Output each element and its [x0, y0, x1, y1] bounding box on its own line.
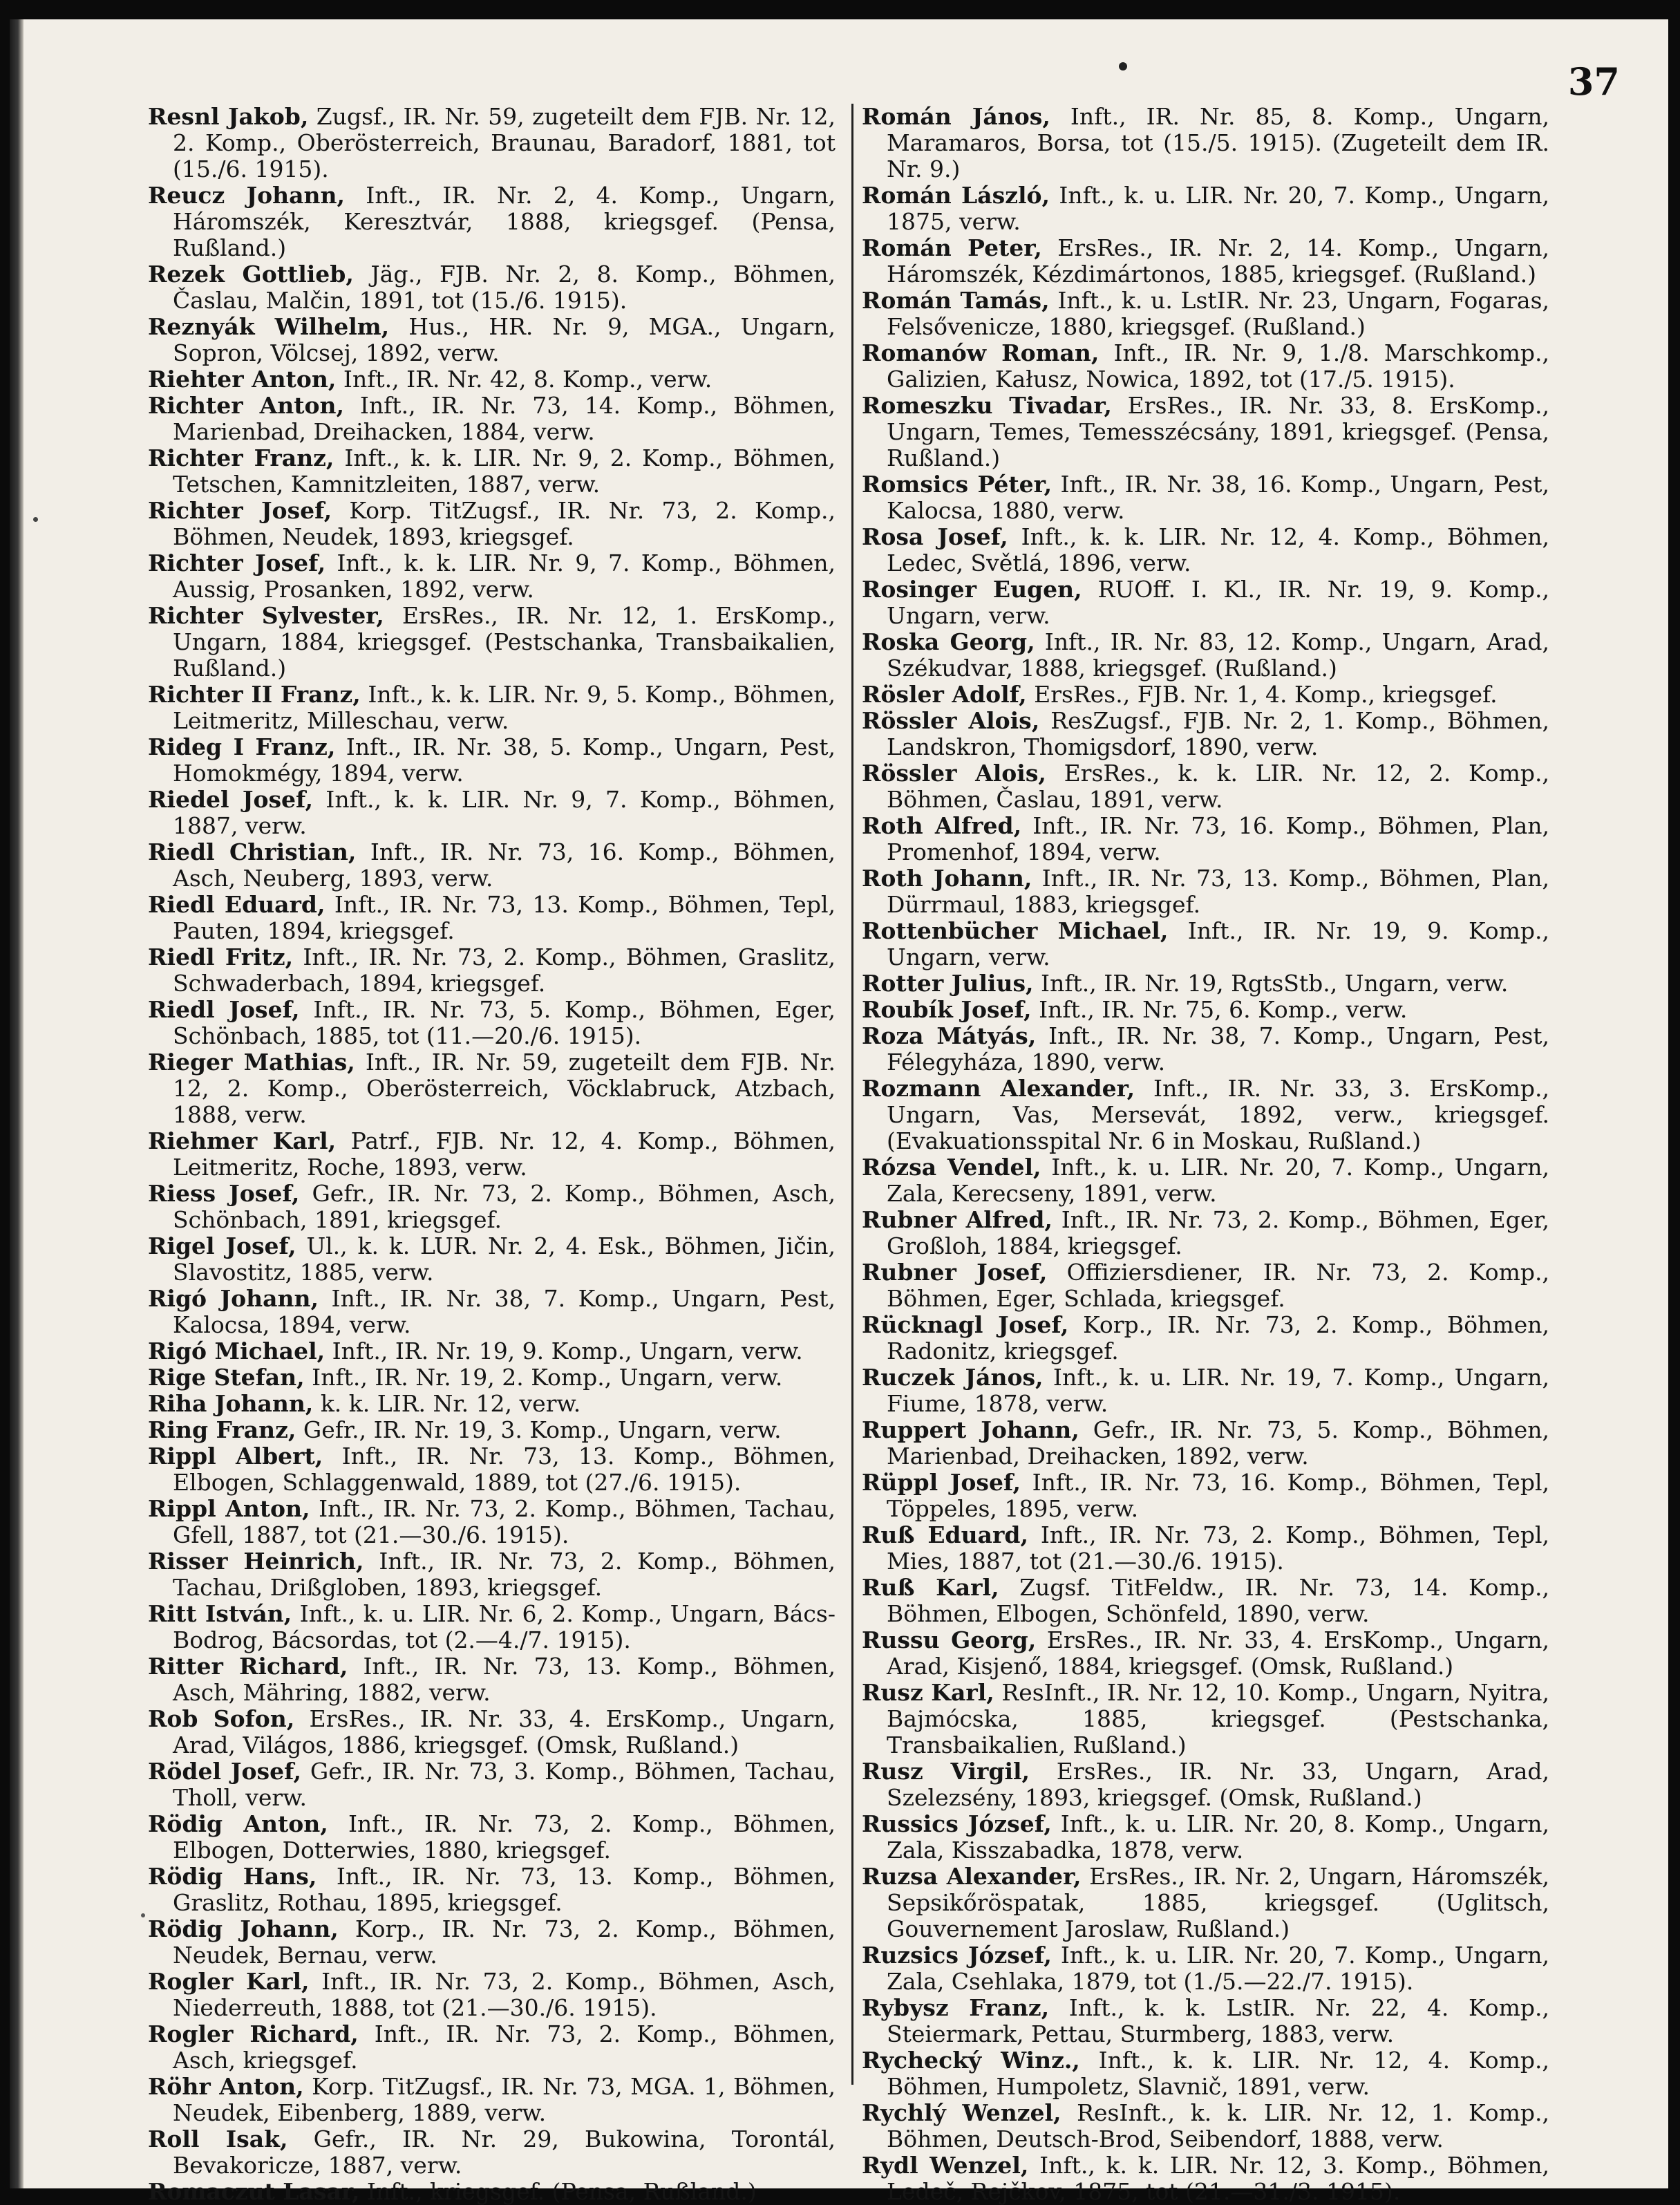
list-item — [862, 760, 1549, 813]
entry-name: Rösler Adolf, — [862, 681, 1027, 708]
entry-details: Offiziersdiener, IR. Nr. 73, 2. Komp., Böhmen, Eger, Schlada, kriegsgef. — [887, 1259, 1549, 1312]
entry-name: Reznyák Wilhelm, — [148, 313, 390, 340]
list-item — [148, 1864, 836, 1916]
entry-name: Rödig Anton, — [148, 1810, 328, 1837]
entry-name: Richter Franz, — [148, 444, 334, 471]
list-item — [148, 2021, 836, 2074]
entry-details: Inft., IR. Nr. 19, 9. Komp., Ungarn, verw. — [887, 917, 1549, 970]
entry-name: Ruß Eduard, — [862, 1521, 1028, 1548]
entry-name: Rössler Alois, — [862, 760, 1046, 787]
list-item — [148, 1496, 836, 1548]
list-item — [862, 1864, 1549, 1942]
list-item — [862, 970, 1549, 997]
entry-name: Ring Franz, — [148, 1416, 296, 1443]
entry-details: Inft., IR. Nr. 2, 4. Komp., Ungarn, Háromszék, Keresztvár, 1888, kriegsgef. (Pensa, Rußland.) — [173, 182, 836, 261]
list-item — [148, 261, 836, 314]
entry-name: Ruzsics József, — [862, 1942, 1052, 1969]
list-item — [148, 944, 836, 997]
list-item — [862, 1680, 1549, 1758]
entry-details: Inft., IR. Nr. 85, 8. Komp., Ungarn, Maramaros, Borsa, tot (15./5. 1915). (Zugeteilt dem IR. Nr. 9.) — [887, 103, 1549, 182]
entry-details: ErsRes., k. k. LIR. Nr. 12, 2. Komp., Böhmen, Časlau, 1891, verw. — [887, 760, 1549, 813]
entry-name: Román László, — [862, 182, 1050, 209]
entry-details: Inft., IR. Nr. 38, 7. Komp., Ungarn, Pest, Kalocsa, 1894, verw. — [173, 1285, 836, 1338]
list-item — [148, 787, 836, 839]
list-item — [148, 1049, 836, 1128]
stray-ink-mark — [33, 517, 38, 522]
entry-name: Román Peter, — [862, 234, 1042, 261]
entry-details: Inft., IR. Nr. 73, 14. Komp., Böhmen, Marienbad, Dreihacken, 1884, verw. — [173, 392, 836, 445]
entry-details: Inft., k. u. LIR. Nr. 20, 8. Komp., Ungarn, Zala, Kisszabadka, 1878, verw. — [887, 1810, 1549, 1864]
list-item — [862, 1023, 1549, 1076]
entry-name: Rogler Karl, — [148, 1968, 310, 1995]
entry-name: Röhr Anton, — [148, 2073, 304, 2100]
entry-details: ResInft., k. k. LIR. Nr. 12, 1. Komp., Böhmen, Deutsch-Brod, Seibendorf, 1888, verw. — [887, 2099, 1549, 2152]
entry-name: Roth Alfred, — [862, 812, 1022, 839]
list-item — [148, 734, 836, 787]
entry-details: Korp. TitZugsf., IR. Nr. 73, 2. Komp., Böhmen, Neudek, 1893, kriegsgef. — [173, 497, 836, 550]
entry-details: Inft., k. u. LIR. Nr. 20, 7. Komp., Ungarn, 1875, verw. — [887, 182, 1549, 235]
entry-details: Inft., k. u. LstIR. Nr. 23, Ungarn, Fogaras, Felsővenicze, 1880, kriegsgef. (Rußland.) — [887, 287, 1549, 340]
entry-details: Inft., IR. Nr. 73, 13. Komp., Böhmen, Tepl, Pauten, 1894, kriegsgef. — [173, 891, 836, 944]
stray-ink-mark — [141, 1913, 145, 1917]
entry-name: Riedl Christian, — [148, 838, 357, 865]
list-item — [862, 1575, 1549, 1627]
right-column — [862, 104, 1549, 2205]
entry-details: Inft., IR. Nr. 83, 12. Komp., Ungarn, Arad, Székudvar, 1888, kriegsgef. (Rußland.) — [887, 628, 1550, 682]
entry-details: Inft., IR. Nr. 19, 2. Komp., Ungarn, verw. — [312, 1364, 783, 1391]
list-item — [862, 524, 1549, 576]
list-item — [148, 997, 836, 1049]
list-item — [862, 2152, 1549, 2205]
entry-details: Gefr., IR. Nr. 73, 3. Komp., Böhmen, Tachau, Tholl, verw. — [173, 1758, 836, 1811]
entry-name: Rössler Alois, — [862, 707, 1040, 734]
entry-details: Hus., HR. Nr. 9, MGA., Ungarn, Sopron, Völcsej, 1892, verw. — [173, 313, 836, 366]
list-item — [148, 1364, 836, 1391]
list-item — [148, 1338, 836, 1364]
entry-name: Rusz Virgil, — [862, 1758, 1030, 1785]
list-item — [148, 2074, 836, 2126]
list-item — [148, 603, 836, 682]
list-item — [148, 892, 836, 944]
entry-name: Roza Mátyás, — [862, 1022, 1037, 1049]
entry-name: Rychlý Wenzel, — [862, 2099, 1061, 2126]
list-item — [862, 2100, 1549, 2152]
entry-name: Romeszku Tivadar, — [862, 392, 1112, 419]
entry-name: Rödig Johann, — [148, 1915, 339, 1942]
entry-details: Inft., k. u. LIR. Nr. 6, 2. Komp., Ungarn, Bács-Bodrog, Bácsordas, tot (2.—4./7. 1915). — [173, 1600, 836, 1653]
list-item — [148, 1969, 836, 2021]
entry-details: ErsRes., IR. Nr. 2, Ungarn, Háromszék, Sepsikőröspatak, 1885, kriegsgef. (Uglitsch, Gouvernement Jaroslaw, Rußland.) — [887, 1863, 1549, 1942]
list-item — [862, 288, 1549, 340]
list-item — [148, 1811, 836, 1864]
entry-details: ErsRes., IR. Nr. 2, 14. Komp., Ungarn, Háromszék, Kézdimártonos, 1885, kriegsgef. (Rußland.) — [887, 234, 1550, 288]
list-item — [148, 1706, 836, 1758]
entry-name: Rob Sofon, — [148, 1705, 295, 1732]
list-item — [862, 1942, 1549, 1995]
entry-details: Inft., IR. Nr. 73, 5. Komp., Böhmen, Eger, Schönbach, 1885, tot (11.—20./6. 1915). — [173, 996, 836, 1049]
entry-details: Inft., k. k. LIR. Nr. 9, 7. Komp., Böhmen, Aussig, Prosanken, 1892, verw. — [173, 550, 836, 603]
entry-name: Rózsa Vendel, — [862, 1154, 1041, 1181]
entry-details: ErsRes., IR. Nr. 33, 4. ErsKomp., Ungarn, Arad, Kisjenő, 1884, kriegsgef. (Omsk, Rußland.) — [887, 1626, 1549, 1680]
list-item — [862, 576, 1549, 629]
entry-details: ErsRes., IR. Nr. 33, Ungarn, Arad, Szelezsény, 1893, kriegsgef. (Omsk, Rußland.) — [887, 1758, 1550, 1811]
list-item — [148, 1443, 836, 1496]
entry-details: Zugsf. TitFeldw., IR. Nr. 73, 14. Komp., Böhmen, Elbogen, Schönfeld, 1890, verw. — [887, 1574, 1549, 1627]
entry-details: Inft., k. k. LIR. Nr. 12, 4. Komp., Böhmen, Humpoletz, Slavnič, 1891, verw. — [887, 2047, 1549, 2100]
entry-name: Rydl Wenzel, — [862, 2152, 1029, 2179]
entry-details: ErsRes., IR. Nr. 33, 4. ErsKomp., Ungarn, Arad, Világos, 1886, kriegsgef. (Omsk, Rußland.) — [173, 1705, 836, 1758]
list-item — [148, 1286, 836, 1338]
list-item — [148, 1417, 836, 1443]
entry-name: Riedl Fritz, — [148, 944, 294, 970]
entry-name: Romaczut Lasar, — [148, 2178, 360, 2205]
list-item — [862, 182, 1549, 235]
entry-details: ResInft., IR. Nr. 12, 10. Komp., Ungarn, Nyitra, Bajmócska, 1885, kriegsgef. (Pestschanka, Transbaikalien, Rußland.) — [887, 1679, 1549, 1758]
entry-name: Riehmer Karl, — [148, 1127, 337, 1154]
entry-details: Inft., k. k. LIR. Nr. 9, 5. Komp., Böhmen, Leitmeritz, Milleschau, verw. — [173, 681, 836, 734]
entry-name: Rigó Johann, — [148, 1285, 319, 1312]
list-item — [148, 498, 836, 550]
list-item — [862, 1364, 1549, 1417]
entry-details: Gefr., IR. Nr. 73, 2. Komp., Böhmen, Asch, Schönbach, 1891, kriegsgef. — [173, 1180, 836, 1233]
entry-name: Rotter Julius, — [862, 970, 1034, 997]
entry-details: Inft., IR. Nr. 73, 16. Komp., Böhmen, Asch, Neuberg, 1893, verw. — [173, 838, 836, 892]
entry-details: Korp., IR. Nr. 73, 2. Komp., Böhmen, Radonitz, kriegsgef. — [887, 1311, 1549, 1364]
list-item — [148, 1233, 836, 1286]
list-item — [148, 1391, 836, 1417]
entry-details: Inft., k. k. LIR. Nr. 12, 3. Komp., Böhmen, Ledeč, Rejčkov, 1875, tot (21.—31./3. 1915). — [887, 2152, 1549, 2205]
entry-name: Romanów Roman, — [862, 339, 1099, 366]
list-item — [148, 1128, 836, 1181]
entry-details: Inft., k. k. LIR. Nr. 9, 2. Komp., Böhmen, Tetschen, Kamnitzleiten, 1887, verw. — [173, 444, 836, 498]
list-item — [862, 1627, 1549, 1680]
entry-name: Roll Isak, — [148, 2126, 288, 2152]
entry-details: Inft., IR. Nr. 73, 13. Komp., Böhmen, Graslitz, Rothau, 1895, kriegsgef. — [173, 1863, 836, 1916]
list-item — [862, 340, 1549, 393]
entry-name: Ruczek János, — [862, 1364, 1044, 1391]
entry-name: Ritter Richard, — [148, 1653, 348, 1680]
book-binding-edge — [10, 19, 23, 2188]
list-item — [148, 550, 836, 603]
entry-name: Romsics Péter, — [862, 471, 1053, 498]
entry-name: Rezek Gottlieb, — [148, 261, 354, 288]
entry-details: Inft., IR. Nr. 75, 6. Komp., verw. — [1039, 996, 1408, 1023]
entry-name: Richter II Franz, — [148, 681, 361, 708]
entry-name: Rüppl Josef, — [862, 1469, 1021, 1496]
entry-name: Rubner Josef, — [862, 1259, 1048, 1286]
entry-name: Rosinger Eugen, — [862, 576, 1082, 603]
entry-name: Riedl Eduard, — [148, 891, 325, 918]
entry-details: Inft., IR. Nr. 73, 2. Komp., Böhmen, Asch, Niederreuth, 1888, tot (21.—30./6. 1915). — [173, 1968, 836, 2021]
entry-details: Inft., IR. Nr. 73, 16. Komp., Böhmen, Plan, Promenhof, 1894, verw. — [887, 812, 1549, 865]
list-item — [862, 1207, 1549, 1259]
entry-details: Inft., IR. Nr. 38, 7. Komp., Ungarn, Pest, Félegyháza, 1890, verw. — [887, 1022, 1550, 1076]
entry-details: Inft., IR. Nr. 73, 2. Komp., Böhmen, Tachau, Drißgloben, 1893, kriegsgef. — [173, 1548, 836, 1601]
entry-details: Inft., IR. Nr. 73, 2. Komp., Böhmen, Eger, Großloh, 1884, kriegsgef. — [887, 1206, 1550, 1259]
entry-details: Inft., IR. Nr. 19, RgtsStb., Ungarn, verw. — [1041, 970, 1509, 997]
list-item — [148, 1548, 836, 1601]
list-item — [862, 1154, 1549, 1207]
entry-name: Rychecký Winz., — [862, 2047, 1080, 2074]
entry-name: Ritt István, — [148, 1600, 292, 1627]
entry-name: Román Tamás, — [862, 287, 1050, 314]
entry-details: Inft., IR. Nr. 73, 2. Komp., Böhmen, Tachau, Gfell, 1887, tot (21.—30./6. 1915). — [173, 1495, 836, 1548]
entry-details: Inft., IR. Nr. 73, 2. Komp., Böhmen, Tepl, Mies, 1887, tot (21.—30./6. 1915). — [887, 1521, 1550, 1575]
list-item — [862, 865, 1549, 918]
entry-details: ErsRes., FJB. Nr. 1, 4. Komp., kriegsgef. — [1034, 681, 1498, 708]
entry-details: Zugsf., IR. Nr. 59, zugeteilt dem FJB. Nr. 12, 2. Komp., Oberösterreich, Braunau, Baradorf, 1881, tot (15./6. 1915). — [173, 103, 836, 182]
list-item — [148, 839, 836, 892]
entry-name: Riedel Josef, — [148, 786, 314, 813]
entry-details: Inft., IR. Nr. 73, 13. Komp., Böhmen, Plan, Dürrmaul, 1883, kriegsgef. — [887, 865, 1549, 918]
list-item — [862, 1417, 1549, 1470]
entry-name: Román János, — [862, 103, 1050, 130]
entry-details: ErsRes., IR. Nr. 12, 1. ErsKomp., Ungarn, 1884, kriegsgef. (Pestschanka, Transbaikalien, Rußland.) — [173, 602, 836, 682]
list-item — [148, 2179, 836, 2205]
entry-name: Russics József, — [862, 1810, 1052, 1837]
entry-details: Korp. TitZugsf., IR. Nr. 73, MGA. 1, Böhmen, Neudek, Eibenberg, 1889, verw. — [173, 2073, 836, 2126]
entry-name: Resnl Jakob, — [148, 103, 309, 130]
entry-name: Rigó Michael, — [148, 1338, 325, 1364]
list-item — [862, 1259, 1549, 1312]
list-item — [148, 2126, 836, 2179]
entry-name: Riehter Anton, — [148, 366, 337, 393]
list-item — [148, 682, 836, 734]
entry-details: ErsRes., IR. Nr. 33, 8. ErsKomp., Ungarn, Temes, Temesszécsány, 1891, kriegsgef. (Pensa, Rußland.) — [887, 392, 1549, 471]
list-item — [862, 813, 1549, 865]
printer-mark — [1119, 62, 1127, 71]
entry-details: Gefr., IR. Nr. 19, 3. Komp., Ungarn, verw. — [303, 1416, 782, 1443]
list-item — [862, 104, 1549, 182]
entry-details: RUOff. I. Kl., IR. Nr. 19, 9. Komp., Ungarn, verw. — [887, 576, 1549, 629]
entry-name: Rosa Josef, — [862, 523, 1008, 550]
list-item — [862, 682, 1549, 708]
entry-details: Inft., IR. Nr. 73, 2. Komp., Böhmen, Asch, kriegsgef. — [173, 2020, 836, 2074]
entry-details: Inft., k. k. LIR. Nr. 12, 4. Komp., Böhmen, Ledec, Světlá, 1896, verw. — [887, 523, 1549, 576]
list-item — [862, 1758, 1549, 1811]
entry-name: Ruppert Johann, — [862, 1416, 1079, 1443]
list-item — [862, 997, 1549, 1023]
entry-name: Roubík Josef, — [862, 996, 1032, 1023]
entry-name: Rippl Anton, — [148, 1495, 310, 1522]
entry-name: Richter Josef, — [148, 497, 332, 524]
entry-name: Riedl Josef, — [148, 996, 300, 1023]
list-item — [862, 2047, 1549, 2100]
entry-name: Rozmann Alexander, — [862, 1075, 1135, 1102]
entry-details: Inft., IR. Nr. 73, 13. Komp., Böhmen, Asch, Mähring, 1882, verw. — [173, 1653, 836, 1706]
entry-name: Rubner Alfred, — [862, 1206, 1053, 1233]
entry-details: Jäg., FJB. Nr. 2, 8. Komp., Böhmen, Časlau, Malčin, 1891, tot (15./6. 1915). — [173, 261, 836, 314]
entry-details: Patrf., FJB. Nr. 12, 4. Komp., Böhmen, Leitmeritz, Roche, 1893, verw. — [173, 1127, 836, 1181]
list-item — [862, 235, 1549, 288]
list-item — [862, 1076, 1549, 1154]
entry-name: Richter Josef, — [148, 550, 326, 576]
entry-name: Rusz Karl, — [862, 1679, 994, 1706]
list-item — [148, 1601, 836, 1653]
document-page — [10, 19, 1668, 2205]
entry-details: k. k. LIR. Nr. 12, verw. — [320, 1390, 581, 1417]
entry-details: Inft., IR. Nr. 38, 16. Komp., Ungarn, Pest, Kalocsa, 1880, verw. — [887, 471, 1549, 524]
list-item — [148, 1181, 836, 1233]
list-item — [862, 708, 1549, 760]
page-number: 37 — [1567, 59, 1620, 104]
entry-name: Rogler Richard, — [148, 2020, 359, 2047]
entry-name: Rige Stefan, — [148, 1364, 305, 1391]
list-item — [148, 314, 836, 366]
entry-details: Inft., k. k. LstIR. Nr. 22, 4. Komp., Steiermark, Pettau, Sturmberg, 1883, verw. — [887, 1994, 1549, 2047]
entry-details: Inft., k. u. LIR. Nr. 19, 7. Komp., Ungarn, Fiume, 1878, verw. — [887, 1364, 1549, 1417]
entry-name: Richter Sylvester, — [148, 602, 384, 629]
entry-details: Korp., IR. Nr. 73, 2. Komp., Böhmen, Neudek, Bernau, verw. — [173, 1915, 836, 1969]
entry-name: Rippl Albert, — [148, 1443, 323, 1470]
entry-details: Inft., IR. Nr. 33, 3. ErsKomp., Ungarn, Vas, Mersevát, 1892, verw., kriegsgef. (Evakuationsspital Nr. 6 in Moskau, Rußland.) — [887, 1075, 1550, 1154]
entry-name: Ruzsa Alexander, — [862, 1863, 1082, 1890]
list-item — [148, 104, 836, 182]
entry-details: Gefr., IR. Nr. 73, 5. Komp., Böhmen, Marienbad, Dreihacken, 1892, verw. — [887, 1416, 1549, 1470]
entry-details: Inft., IR. Nr. 38, 5. Komp., Ungarn, Pest, Homokmégy, 1894, verw. — [173, 733, 836, 787]
entry-details: Inft., IR. Nr. 59, zugeteilt dem FJB. Nr. 12, 2. Komp., Oberösterreich, Vöcklabruck, Atzbach, 1888, verw. — [173, 1049, 836, 1128]
entry-name: Risser Heinrich, — [148, 1548, 364, 1575]
entry-details: Ul., k. k. LUR. Nr. 2, 4. Esk., Böhmen, Jičin, Slavostitz, 1885, verw. — [173, 1232, 836, 1286]
entry-details: Inft., IR. Nr. 9, 1./8. Marschkomp., Galizien, Kałusz, Nowica, 1892, tot (17./5. 1915). — [887, 339, 1549, 393]
entry-details: ResZugsf., FJB. Nr. 2, 1. Komp., Böhmen, Landskron, Thomigsdorf, 1890, verw. — [887, 707, 1549, 760]
list-item — [862, 1522, 1549, 1575]
entry-name: Rideg I Franz, — [148, 733, 336, 760]
entry-name: Riha Johann, — [148, 1390, 314, 1417]
entry-details: Inft., k. k. LIR. Nr. 9, 7. Komp., Böhmen, 1887, verw. — [173, 786, 836, 839]
entry-name: Rödel Josef, — [148, 1758, 302, 1785]
entry-name: Reucz Johann, — [148, 182, 345, 209]
list-item — [148, 182, 836, 261]
entry-details: Inft., k. u. LIR. Nr. 20, 7. Komp., Ungarn, Zala, Csehlaka, 1879, tot (1./5.—22./7. 1915). — [887, 1942, 1549, 1995]
entry-name: Rücknagl Josef, — [862, 1311, 1069, 1338]
list-item — [862, 1811, 1549, 1864]
list-item — [148, 445, 836, 498]
left-column — [148, 104, 836, 2205]
list-item — [862, 918, 1549, 970]
list-item — [148, 1653, 836, 1706]
list-item — [148, 393, 836, 445]
entry-name: Rottenbücher Michael, — [862, 917, 1169, 944]
entry-name: Roska Georg, — [862, 628, 1035, 655]
entry-name: Rigel Josef, — [148, 1232, 296, 1259]
list-item — [148, 366, 836, 393]
entry-details: Inft., k. u. LIR. Nr. 20, 7. Komp., Ungarn, Zala, Kerecseny, 1891, verw. — [887, 1154, 1549, 1207]
entry-name: Rieger Mathias, — [148, 1049, 355, 1076]
list-item — [862, 629, 1549, 682]
list-item — [862, 471, 1549, 524]
entry-name: Richter Anton, — [148, 392, 344, 419]
entry-name: Roth Johann, — [862, 865, 1032, 892]
list-item — [862, 393, 1549, 471]
entry-details: Gefr., IR. Nr. 29, Bukowina, Torontál, Bevakoricze, 1887, verw. — [173, 2126, 836, 2179]
entry-details: Inft., IR. Nr. 73, 2. Komp., Böhmen, Elbogen, Dotterwies, 1880, kriegsgef. — [173, 1810, 836, 1864]
entry-details: Inft., IR. Nr. 42, 8. Komp., verw. — [343, 366, 712, 393]
entry-details: Inft., IR. Nr. 73, 16. Komp., Böhmen, Tepl, Töppeles, 1895, verw. — [887, 1469, 1549, 1522]
list-item — [148, 1916, 836, 1969]
entry-details: Inft., IR. Nr. 19, 9. Komp., Ungarn, verw. — [332, 1338, 803, 1364]
entry-details: Inft., IR. Nr. 73, 13. Komp., Böhmen, Elbogen, Schlaggenwald, 1889, tot (27./6. 1915). — [173, 1443, 836, 1496]
entry-name: Rybysz Franz, — [862, 1994, 1050, 2021]
entry-name: Riess Josef, — [148, 1180, 300, 1207]
list-item — [862, 1470, 1549, 1522]
entry-name: Ruß Karl, — [862, 1574, 999, 1601]
entry-details: Inft., IR. Nr. 73, 2. Komp., Böhmen, Graslitz, Schwaderbach, 1894, kriegsgef. — [173, 944, 836, 997]
list-item — [862, 1312, 1549, 1364]
column-divider — [851, 104, 853, 2085]
entry-name: Russu Georg, — [862, 1626, 1037, 1653]
entry-details: Inft., kriegsgef. (Pensa, Rußland.) — [366, 2178, 757, 2205]
list-item — [148, 1758, 836, 1811]
entry-name: Rödig Hans, — [148, 1863, 317, 1890]
list-item — [862, 1995, 1549, 2047]
